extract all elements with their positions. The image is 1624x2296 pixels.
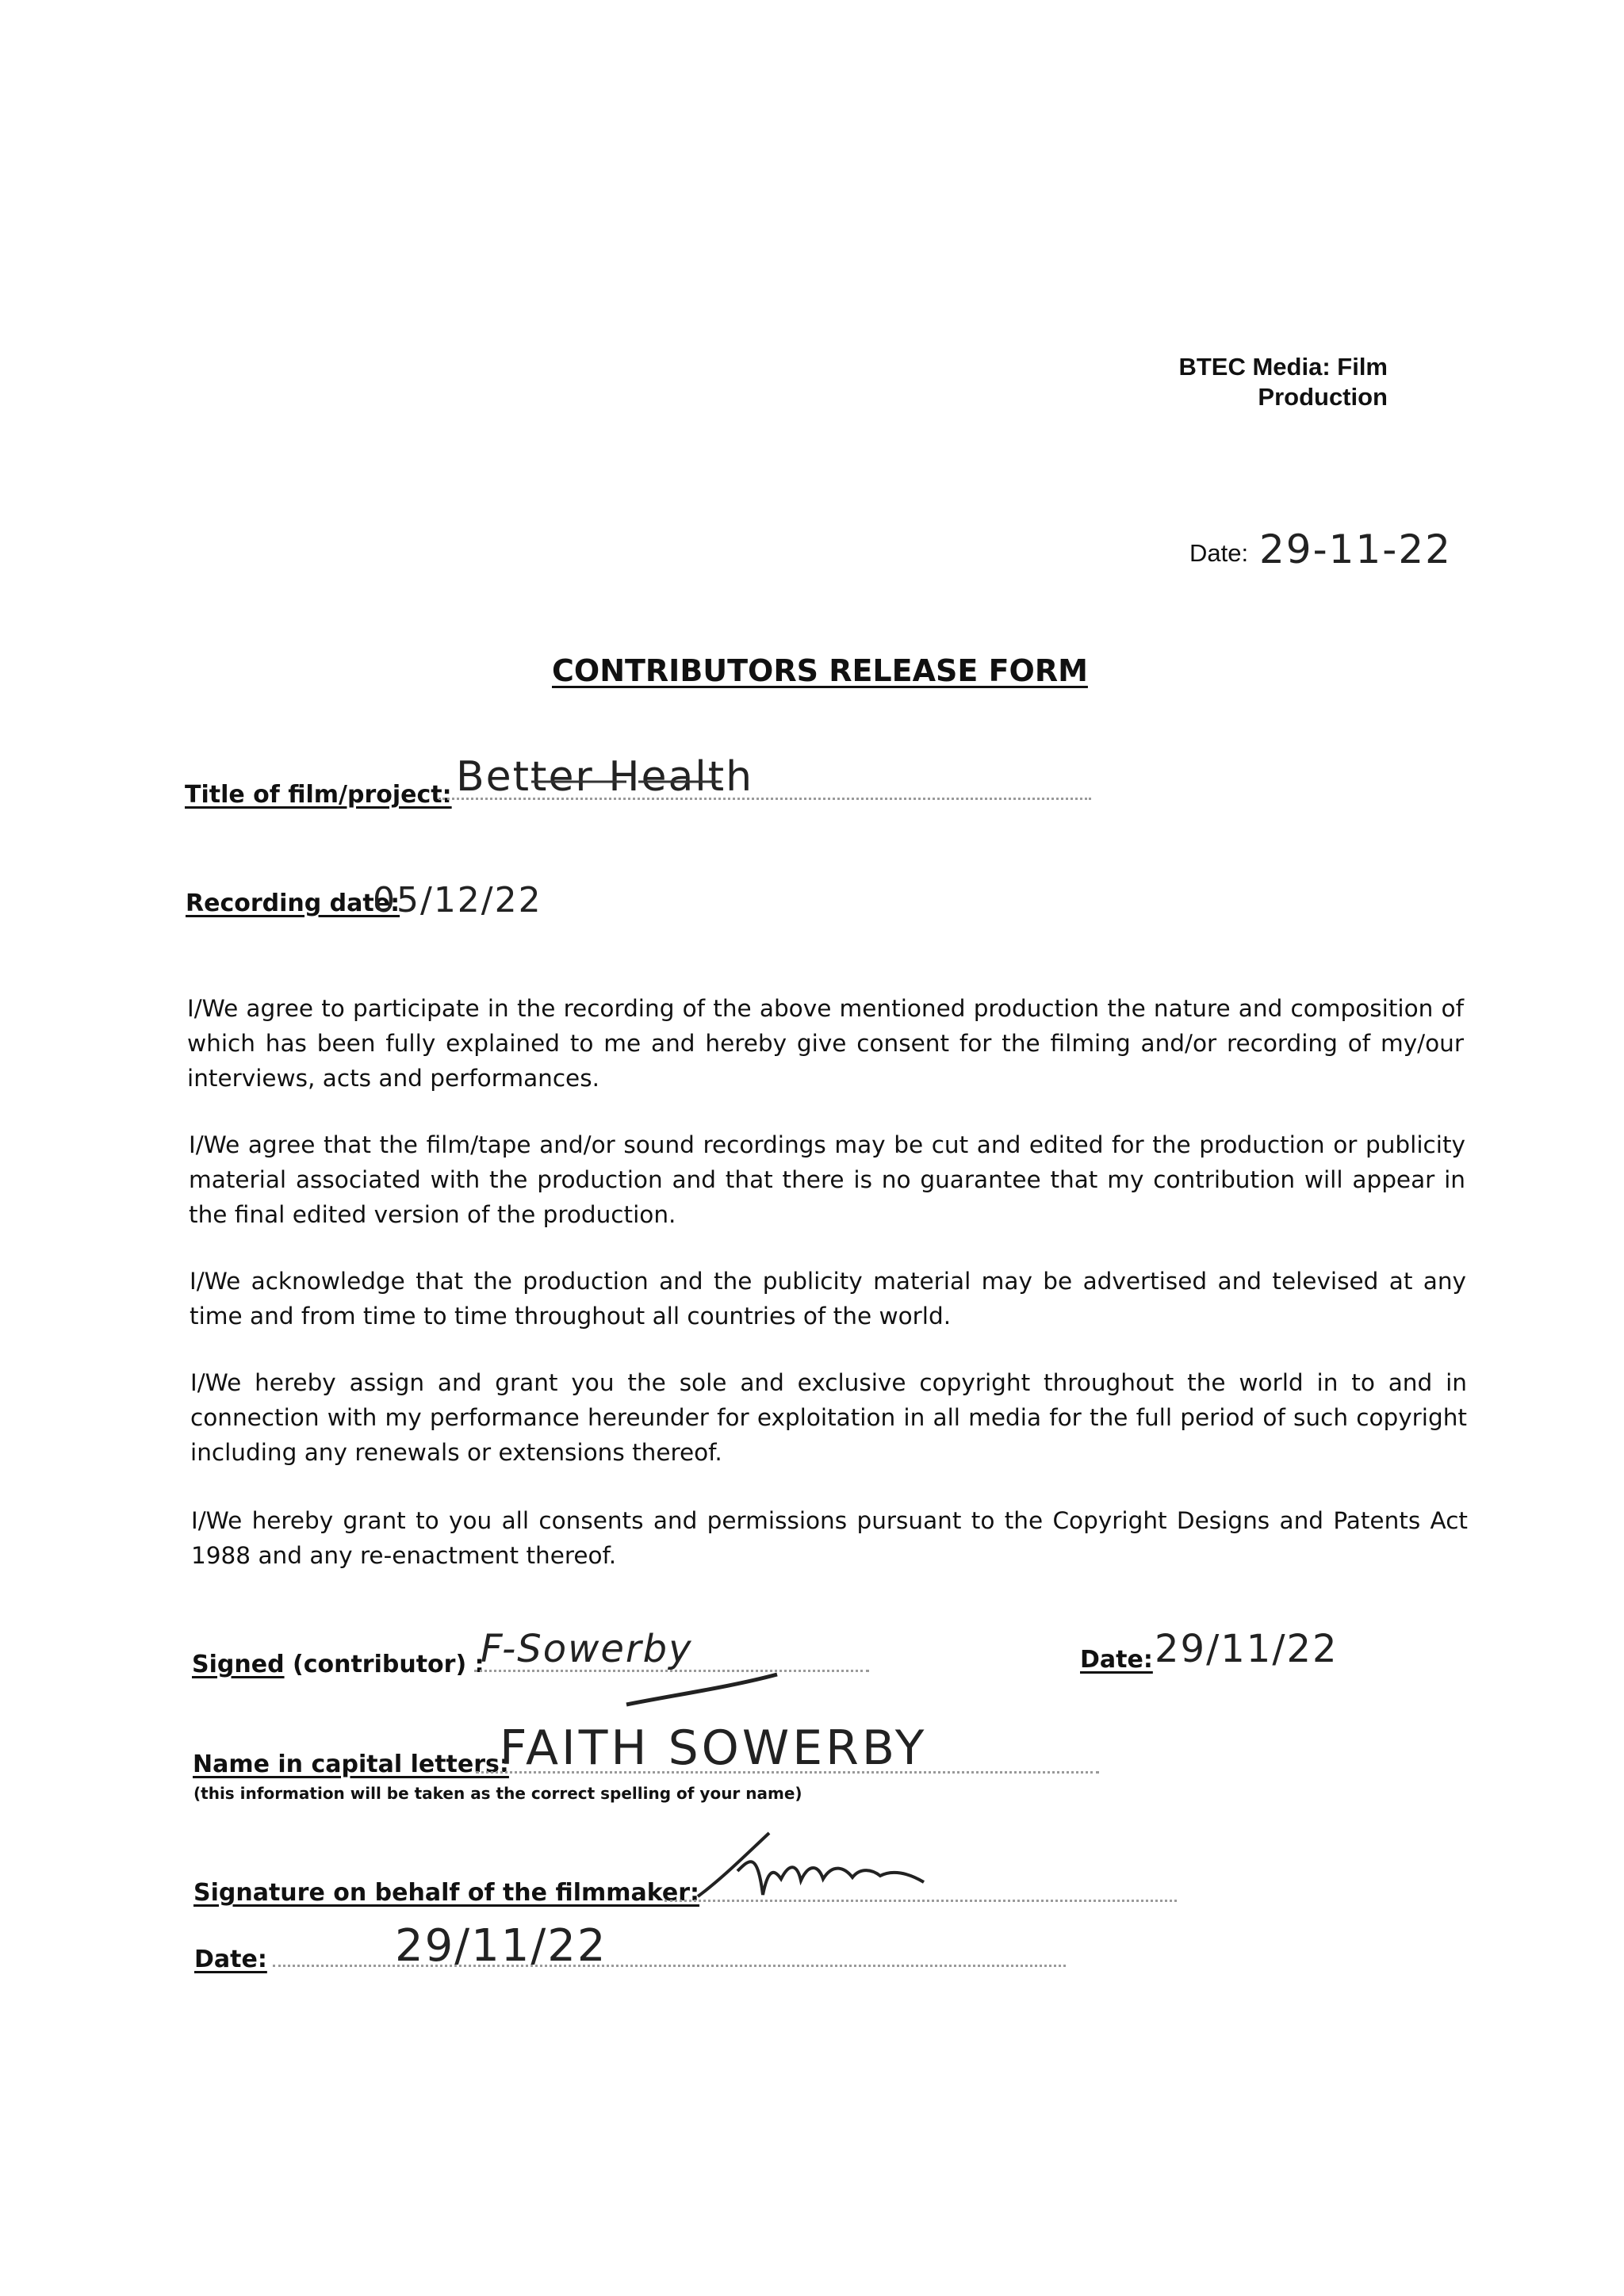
final-date-label-text: Date:: [194, 1946, 267, 1973]
final-date-value: 29/11/22: [395, 1920, 607, 1972]
signed-label: [192, 1651, 485, 1678]
consent-paragraph-2: I/We agree that the film/tape and/or sound recordings may be cut and edited for the production or publicity material associated with the production and that there is no guarantee that my contribution will appear in the final edited version of the production.: [189, 1131, 1465, 1228]
course-header: [1031, 352, 1388, 412]
final-date-line: [273, 1965, 1066, 1967]
signed-label-rest: (contributor) :: [284, 1651, 485, 1678]
top-date-value: 29-11-22: [1259, 526, 1452, 572]
consent-paragraph-5: I/We hereby grant to you all consents and permissions pursuant to the Copyright Designs and Patents Act 1988 and any re-enactment thereof.: [191, 1507, 1468, 1569]
recording-date-label-text: Recording date:: [186, 890, 400, 917]
final-date-label: [194, 1946, 267, 1973]
recording-date-label: [186, 890, 400, 917]
strikethrough-marks: [523, 771, 761, 802]
signed-date-value: 29/11/22: [1155, 1627, 1339, 1671]
consent-paragraph-3: I/We acknowledge that the production and the publicity material may be advertised and televised at any time and from time to time throughout all countries of the world.: [190, 1268, 1466, 1330]
course-header-line1: BTEC Media: Film: [1178, 353, 1388, 381]
filmmaker-signature-stroke: [698, 1833, 924, 1896]
signed-date-label: [1080, 1646, 1153, 1674]
title-field-value: Better Health: [456, 753, 754, 801]
name-field-label: [193, 1751, 509, 1778]
filmmaker-signature-label: [193, 1879, 699, 1907]
signed-date-label-text: Date:: [1080, 1646, 1153, 1674]
recording-date-value: 05/12/22: [373, 880, 542, 920]
signed-label-underlined: Signed: [192, 1651, 285, 1678]
consent-paragraph-1: I/We agree to participate in the recording of the above mentioned production the nature and composition of which has been fully explained to me and hereby give consent for the filming and/or recording of my/our interviews, acts and performances.: [187, 995, 1464, 1092]
title-field-label: [185, 781, 452, 809]
filmmaker-signature: [690, 1823, 936, 1911]
form-title: CONTRIBUTORS RELEASE FORM: [552, 653, 1088, 688]
title-field-label-text: Title of film/project:: [185, 781, 452, 809]
contributor-signature: F-Sowerby: [481, 1627, 693, 1671]
top-date-label: Date:: [1189, 539, 1249, 567]
signature-flourish-stroke: [626, 1674, 777, 1705]
course-header-line2: Production: [1258, 383, 1388, 411]
filmmaker-signature-label-text: Signature on behalf of the filmmaker:: [193, 1879, 700, 1907]
name-field-value: FAITH SOWERBY: [500, 1720, 928, 1776]
signature-flourish: [619, 1665, 793, 1712]
consent-paragraph-4: I/We hereby assign and grant you the sole and exclusive copyright throughout the world in to and in connection with my performance hereunder for exploitation in all media for the full period of such copyright including any renewals or extensions thereof.: [190, 1369, 1467, 1466]
name-field-note: (this information will be taken as the correct spelling of your name): [193, 1784, 802, 1803]
name-field-label-text: Name in capital letters:: [193, 1751, 509, 1778]
